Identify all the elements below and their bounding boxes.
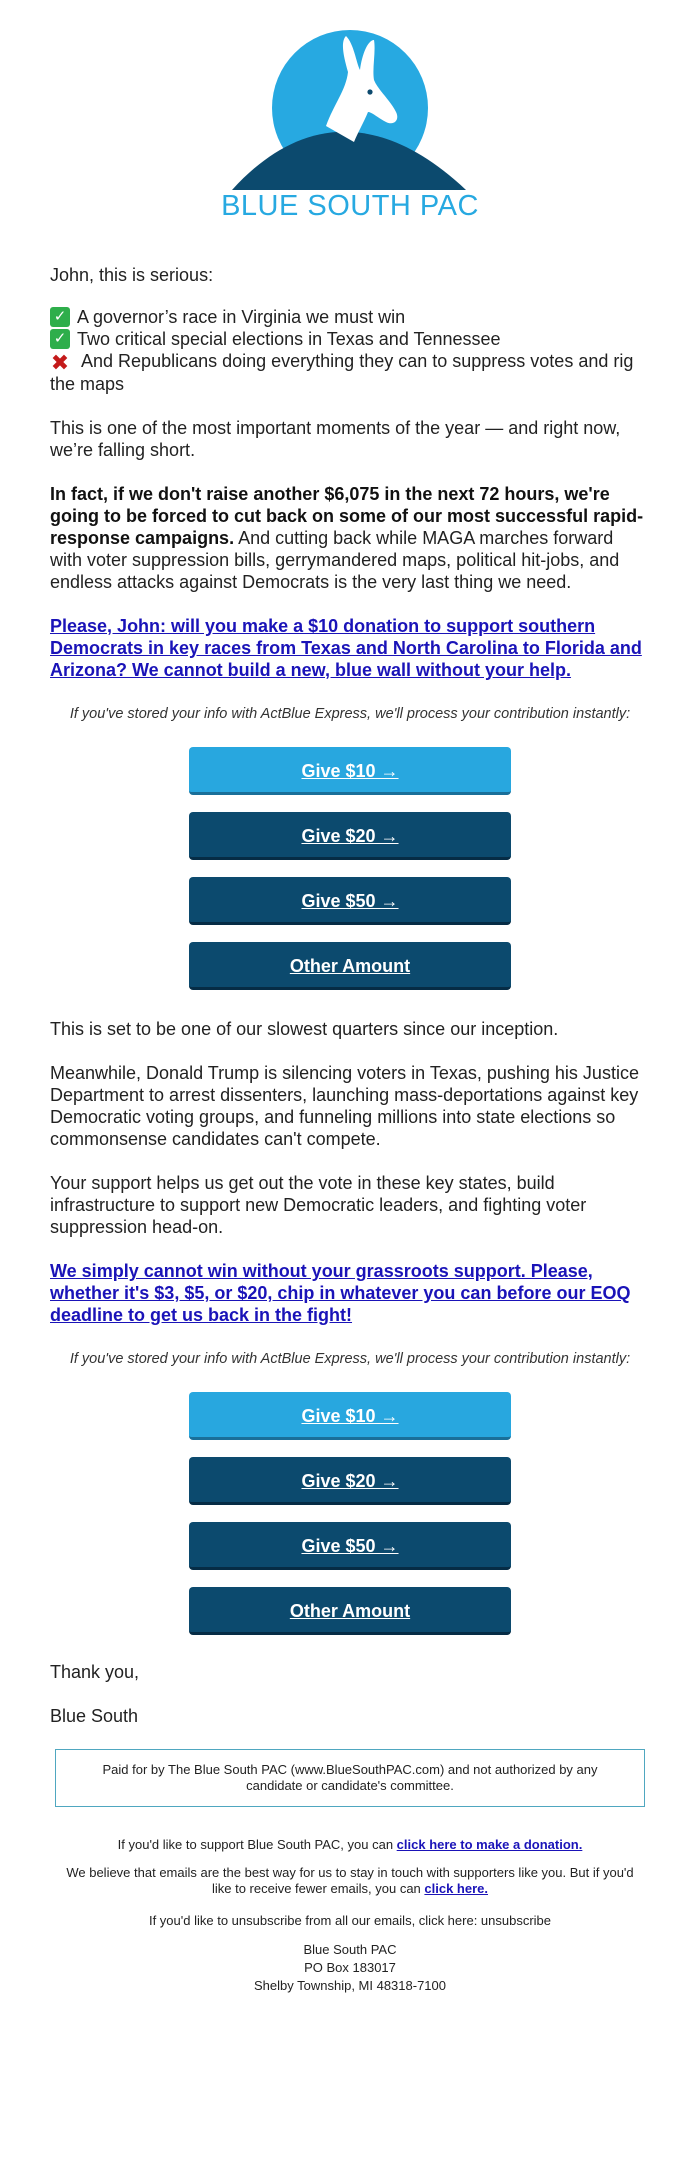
donation-buttons-2 xyxy=(50,1392,650,1635)
other-amount-button[interactable]: Other Amount xyxy=(189,942,511,990)
email-body xyxy=(0,264,700,1727)
actblue-note-2: If you've stored your info with ActBlue Express, we'll process your contribution instantly: xyxy=(69,1351,631,1367)
check-mark-icon: ✓ xyxy=(50,329,70,349)
closing: Thank you, xyxy=(50,1662,140,1682)
check-mark-icon: ✓ xyxy=(50,307,70,327)
paragraph-falling-short: This is one of the most important moments of the year — and right now, we’re falling short. xyxy=(50,418,621,460)
give-20-button[interactable]: Give $20 → xyxy=(189,1457,511,1505)
actblue-note-1: If you've stored your info with ActBlue Express, we'll process your contribution instantly: xyxy=(69,706,631,722)
make-donation-link[interactable]: click here to make a donation. xyxy=(396,1837,583,1852)
give-20-button[interactable]: Give $20 → xyxy=(189,812,511,860)
paid-for-disclaimer: Paid for by The Blue South PAC (www.BlueSouthPAC.com) and not authorized by any candidate or candidate's committee. xyxy=(55,1749,645,1807)
address-line: Blue South PAC xyxy=(303,1942,397,1957)
cross-mark-icon: ✖ xyxy=(50,350,70,375)
greeting: John, this is serious: xyxy=(50,265,214,285)
list-item xyxy=(50,328,650,350)
cta-paragraph-2 xyxy=(50,1260,650,1326)
goal-bold-text: In fact, if we don't raise another $6,075 in the next 72 hours, we're going to be forced to cut back on some of our most successful rapid-response campaigns. xyxy=(50,484,644,548)
list-item xyxy=(50,306,650,328)
give-10-button[interactable]: Give $10 → xyxy=(189,1392,511,1440)
mailing-address xyxy=(0,1941,700,1995)
donate-link-2[interactable]: We simply cannot win without your grassroots support. Please, whether it's $3, $5, or $20, chip in whatever you can before our EOQ deadline to get us back in the fight! xyxy=(50,1261,631,1325)
unsubscribe-text: If you'd like to unsubscribe from all our emails, click here: xyxy=(148,1913,481,1928)
address-line: Shelby Township, MI 48318-7100 xyxy=(254,1978,446,1993)
give-10-button[interactable]: Give $10 → xyxy=(189,747,511,795)
paragraph-fundraising-goal xyxy=(50,483,650,593)
give-50-button[interactable]: Give $50 → xyxy=(189,1522,511,1570)
unsubscribe-link[interactable]: unsubscribe xyxy=(480,1913,552,1928)
list-item-text: Two critical special elections in Texas and Tennessee xyxy=(77,329,501,349)
list-item-text: And Republicans doing everything they can to suppress votes and rig the maps xyxy=(50,351,634,394)
fewer-emails-text: We believe that emails are the best way for us to stay in touch with supporters like you. But if you'd like to receive fewer emails, you can xyxy=(66,1865,634,1896)
list-item xyxy=(50,350,650,395)
address-line: PO Box 183017 xyxy=(304,1960,396,1975)
paragraph-support: Your support helps us get out the vote in these key states, build infrastructure to support new Democratic leaders, and fighting voter suppression head-on. xyxy=(50,1173,587,1237)
fewer-emails-line xyxy=(60,1865,640,1897)
support-text: If you'd like to support Blue South PAC, you can xyxy=(117,1837,397,1852)
donkey-logo-icon xyxy=(228,28,472,192)
brand-wordmark: BLUE SOUTH PAC xyxy=(221,190,479,222)
list-item-text: A governor’s race in Virginia we must win xyxy=(77,307,406,327)
support-line xyxy=(60,1837,640,1853)
cta-paragraph-1 xyxy=(50,615,650,681)
fewer-emails-link[interactable]: click here. xyxy=(424,1881,489,1896)
goal-rest-text: And cutting back while MAGA marches forward with voter suppression bills, gerrymandered maps, political hit-jobs, and endless attacks against Democrats is the very last thing we need. xyxy=(50,528,620,592)
other-amount-button[interactable]: Other Amount xyxy=(189,1587,511,1635)
signature: Blue South xyxy=(50,1706,139,1726)
bullet-list xyxy=(50,306,650,395)
donate-link-1[interactable]: Please, John: will you make a $10 donation to support southern Democrats in key races from Texas and North Carolina to Florida and Arizona? We cannot build a new, blue wall without your help. xyxy=(50,616,642,680)
give-50-button[interactable]: Give $50 → xyxy=(189,877,511,925)
footer-links xyxy=(0,1837,700,1929)
donation-buttons-1 xyxy=(50,747,650,990)
unsubscribe-line xyxy=(60,1913,640,1929)
paragraph-trump: Meanwhile, Donald Trump is silencing voters in Texas, pushing his Justice Department to arrest dissenters, launching mass-deportations against key Democratic voting groups, and funneling millions into state elections so commonsense candidates can't compete. xyxy=(50,1063,639,1149)
logo-header xyxy=(0,0,700,250)
paragraph-slow-quarter: This is set to be one of our slowest quarters since our inception. xyxy=(50,1019,559,1039)
